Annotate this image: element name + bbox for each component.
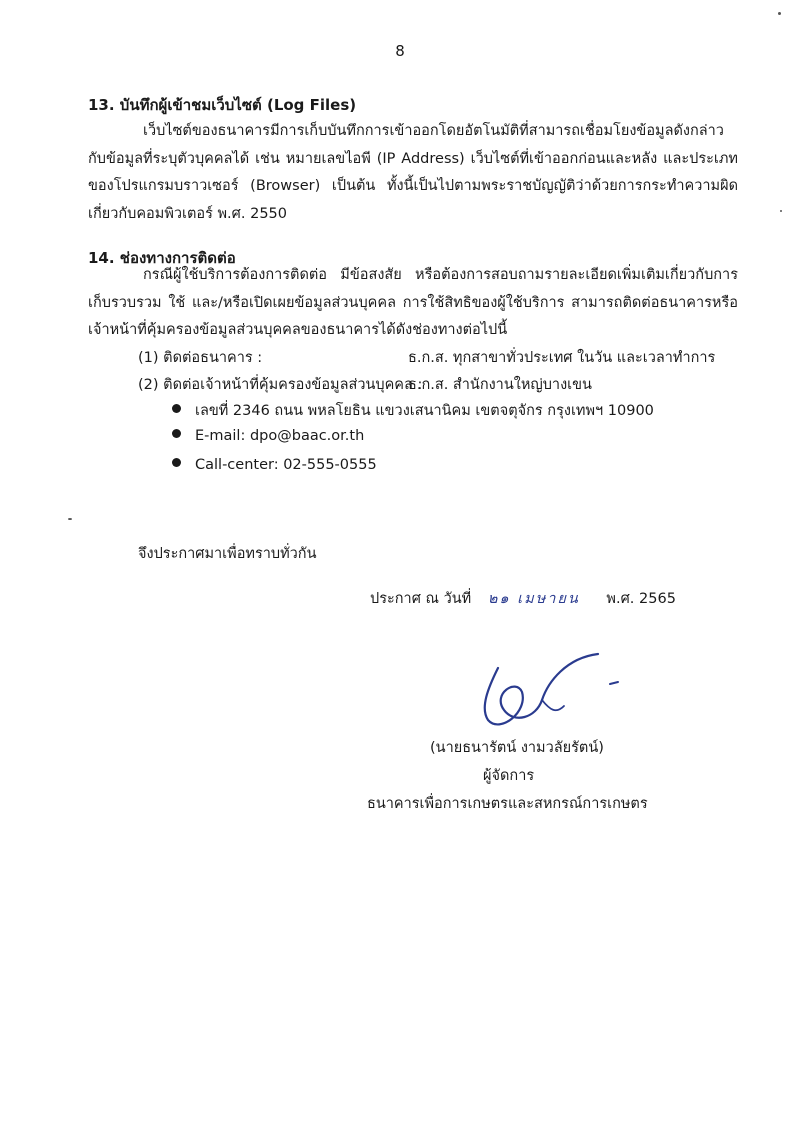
date-year: พ.ศ. 2565 [606,591,676,607]
bullet-icon [172,429,181,438]
section-14-body: กรณีผู้ใช้บริการต้องการติดต่อ มีข้อสงสัย หรือต้องการสอบถามรายละเอียดเพิ่มเติมเกี่ยวกับการเก็บรวบรวม ใช้ และ/หรือเปิดเผยข้อมูลส่วนบุคคล การใช้สิทธิของผู้ใช้บริการ สามารถติดต่อธนาคารหรือเจ้าหน้าที่คุ้มครองข้อมูลส่วนบุคคลของธนาคารได้ดังช่องทางต่อไปนี้ [88,267,738,338]
contact-item-2-value: ธ.ก.ส. สำนักงานใหญ่บางเขน [408,377,592,393]
signature-mark [470,640,630,740]
date-handwritten: ๒๑ เมษายน [487,591,580,607]
contact-call-center-text: Call-center: 02-555-0555 [195,457,377,473]
contact-email-text: E-mail: dpo@baac.or.th [195,428,365,444]
contact-address-text: เลขที่ 2346 ถนน พหลโยธิน แขวงเสนานิคม เขตจตุจักร กรุงเทพฯ 10900 [195,403,654,419]
bullet-icon [172,458,181,467]
contact-item-1-label: (1) ติดต่อธนาคาร : [138,350,263,366]
bullet-icon [172,404,181,413]
scan-speck [780,210,782,212]
signatory-position: ผู้จัดการ [483,768,535,784]
scan-speck [68,518,72,520]
section-14-heading: 14. ช่องทางการติดต่อ [88,249,236,267]
section-13-body: เว็บไซต์ของธนาคารมีการเก็บบันทึกการเข้าออกโดยอัตโนมัติที่สามารถเชื่อมโยงข้อมูลดังกล่าวกับข้อมูลที่ระบุตัวบุคคลได้ เช่น หมายเลขไอพี (IP Address) เว็บไซต์ที่เข้าออกก่อนและหลัง และประเภทของโปรแกรมบราวเซอร์ (Browser) เป็นต้น ทั้งนี้เป็นไปตามพระราชบัญญัติว่าด้วยการกระทำความผิดเกี่ยวกับคอมพิวเตอร์ พ.ศ. 2550 [88,123,738,222]
contact-call-center [172,457,377,473]
page-number: 8 [395,42,405,60]
closing-statement: จึงประกาศมาเพื่อทราบทั่วกัน [138,546,317,562]
section-13-heading: 13. บันทึกผู้เข้าชมเว็บไซต์ (Log Files) [88,96,357,114]
signatory-name: (นายธนารัตน์ งามวลัยรัตน์) [430,740,604,756]
date-prefix: ประกาศ ณ วันที่ [370,591,472,607]
scan-speck [778,12,781,15]
announcement-date [370,587,676,610]
contact-address [172,399,654,422]
contact-item-1-value: ธ.ก.ส. ทุกสาขาทั่วประเทศ ในวัน และเวลาทำการ [408,350,716,366]
contact-item-2-label: (2) ติดต่อเจ้าหน้าที่คุ้มครองข้อมูลส่วนบุคคล : [138,377,423,393]
signatory-organization: ธนาคารเพื่อการเกษตรและสหกรณ์การเกษตร [367,796,648,812]
contact-email [172,428,364,444]
